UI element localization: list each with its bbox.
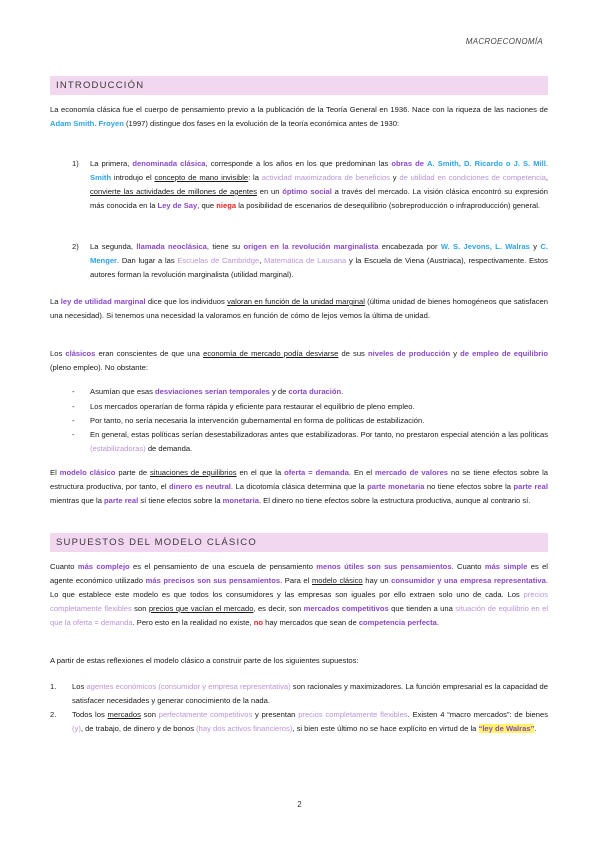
list-number: 2) <box>72 242 79 251</box>
paragraph-modelo-clasico: El modelo clásico parte de situaciones de equilibrios en el que la oferta = demanda. En el mercado de valores no se tiene efectos sobre la estructura productiva, por tanto, el dinero es neutral. La dicotomía clásica determina que la parte monetaria no tiene efectos sobre la parte real mientras que la parte real sí tiene efectos sobre la monetaria. El dinero no tiene efectos sobre la estructura productiva, aunque al contrario sí. <box>50 468 548 505</box>
paragraph-clasicos: Los clásicos eran conscientes de que una economía de mercado podía desviarse de sus niveles de producción y de empleo de equilibrio (pleno empleo). No obstante: <box>50 349 548 372</box>
bullet-dash: - <box>72 430 75 439</box>
paragraph-utilidad-marginal: La ley de utilidad marginal dice que los individuos valoran en función de la unidad marginal (última unidad de bienes homogéneos que satisfacen una necesidad). Si tenemos una necesidad la valoramos en función de cómo de lejos vemos la última de unidad. <box>50 297 549 320</box>
list-item-fase-neoclasica: La segunda, llamada neoclásica, tiene su origen en la revolución marginalista encabezada por W. S. Jevons, L. Walras y C. Menger. Dan lugar a las Escuelas de Cambridge, Matemática de Lausana y la Escuela de Viena (Austriaca), respectivamente. Estos autores forman la revolución marginalista (utilidad marginal). <box>90 242 548 279</box>
list-number: 2. <box>50 710 57 719</box>
bullet-dash: - <box>72 416 75 425</box>
bullet-dash: - <box>72 387 75 396</box>
list-item-fase-clasica: La primera, denominada clásica, corresponde a los años en los que predominan las obras de A. Smith, D. Ricardo o J. S. Mill. Smith introdujo el concepto de mano invisible: la actividad maximizadora de beneficios y de utilidad en condiciones de competencia, convierte las actividades de millones de agentes en un óptimo social a través del mercado. La visión clásica encontró su expresión más conocida en la Ley de Say, que niega la posibilidad de escenarios de desequilibrio (sobreproducción o infraproducción) general. <box>90 159 548 210</box>
intro-paragraph: La economía clásica fue el cuerpo de pensamiento previo a la publicación de la Teoría General en 1936. Nace con la riqueza de las naciones de Adam Smith. Froyen (1997) distingue dos fases en la evolución de la teoría económica antes de 1930: <box>50 105 548 128</box>
list-item-agentes: Los agentes económicos (consumidor y empresa representativa) son racionales y maximizadores. La función empresarial es la capacidad de satisfacer necesidades y generar conocimiento de la nada. <box>72 682 548 705</box>
bullet-dash: - <box>72 402 75 411</box>
list-item-mercados: Todos los mercados son perfectamente competitivos y presentan precios completamente flexibles. Existen 4 “macro mercados”: de bienes (y), de trabajo, de dinero y de bonos (hay dos activos financieros), si bien este último no se hace explícito en virtud de la “ley de Walras”. <box>72 710 548 733</box>
running-header: MACROECONOMÍA <box>465 37 543 46</box>
bullet-item: Los mercados operarían de forma rápida y eficiente para restaurar el equilibrio de pleno empleo. <box>90 402 415 411</box>
bullet-item: Asumían que esas desviaciones serían temporales y de corta duración. <box>90 387 344 396</box>
page-number: 2 <box>297 800 302 809</box>
bullet-item: En general, estas políticas serían desestabilizadoras antes que estabilizadoras. Por tanto, no prestaron especial atención a las políticas (estabilizadoras) de demanda. <box>90 430 548 453</box>
section-heading-supuestos: SUPUESTOS DEL MODELO CLÁSICO <box>50 533 548 552</box>
list-number: 1. <box>50 682 57 691</box>
bullet-item: Por tanto, no sería necesaria la intervención gubernamental en forma de políticas de estabilización. <box>90 416 425 425</box>
paragraph-reflexiones: A partir de estas reflexiones el modelo clásico a construir parte de los siguientes supuestos: <box>50 656 359 665</box>
section-heading-introduccion: INTRODUCCIÓN <box>50 76 548 95</box>
paragraph-supuestos: Cuanto más complejo es el pensamiento de una escuela de pensamiento menos útiles son sus pensamientos. Cuanto más simple es el agente económico utilizado más precisos son sus pensamientos. Para el modelo clásico hay un consumidor y una empresa representativa. Lo que establece este modelo es que todos los consumidores y las empresas son iguales por ello extraen solo uno de cada. Los precios completamente flexibles son precios que vacían el mercado, es decir, son mercados competitivos que tienden a una situación de equilibrio en el que la oferta = demanda. Pero esto en la realidad no existe, no hay mercados que sean de competencia perfecta. <box>50 562 549 627</box>
list-number: 1) <box>72 159 79 168</box>
